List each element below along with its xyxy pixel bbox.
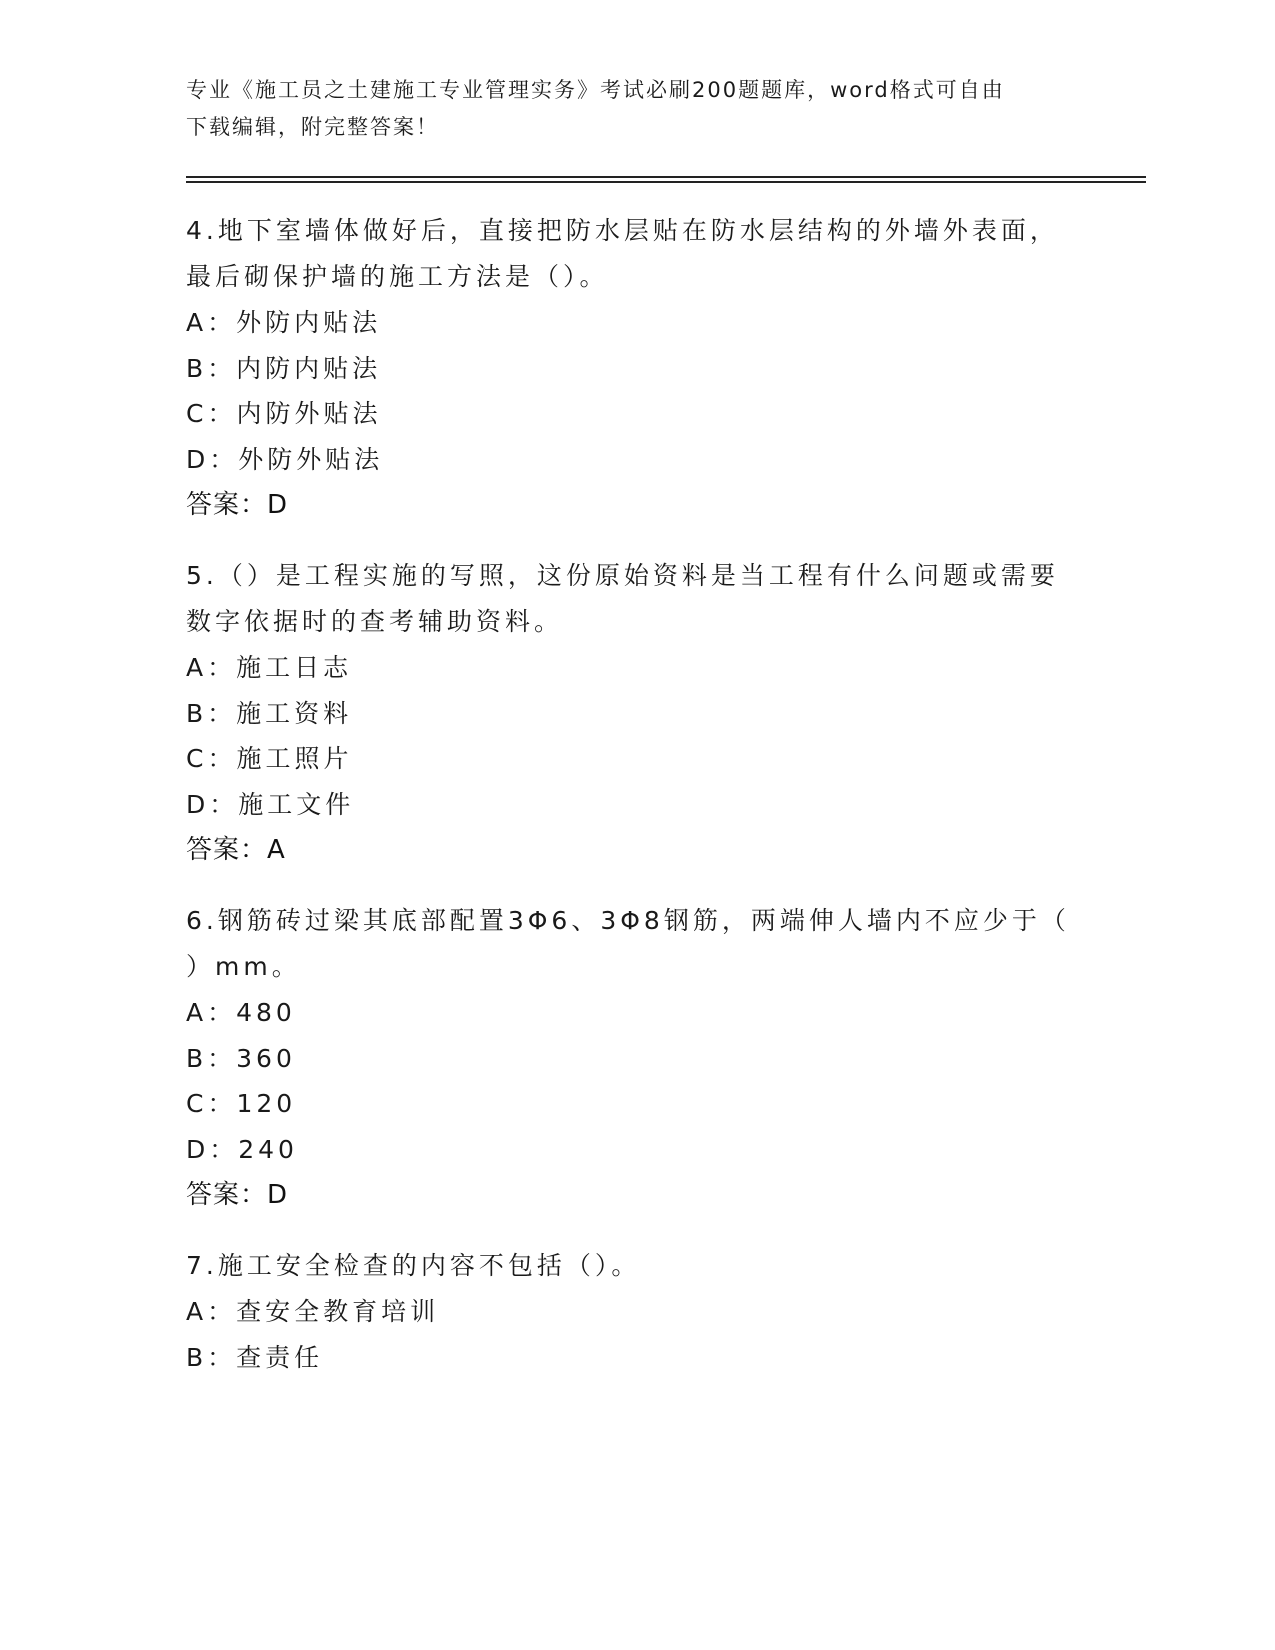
option-c: C：120: [186, 1089, 297, 1118]
option-a: A：外防内贴法: [186, 308, 382, 337]
option-d: D：外防外贴法: [186, 444, 384, 474]
header-divider-top: [186, 176, 1146, 178]
question-stem: 4.地下室墙体做好后，直接把防水层贴在防水层结构的外墙外表面，: [186, 216, 1059, 245]
answer: 答案：A: [186, 835, 286, 865]
document-header: [186, 72, 1066, 146]
option-b: B：查责任: [186, 1342, 324, 1372]
question-4: [186, 208, 1086, 528]
header-line-1: 专业《施工员之土建施工专业管理实务》考试必刷200题题库，word格式可自由: [186, 78, 1005, 102]
question-7: [186, 1243, 1086, 1380]
question-5: [186, 553, 1086, 873]
question-stem: 6.钢筋砖过梁其底部配置3Φ6、3Φ8钢筋，两端伸人墙内不应少于（: [186, 906, 1070, 935]
header-divider-bottom: [186, 181, 1146, 183]
option-b: B：内防内贴法: [186, 353, 382, 383]
option-a: A：查安全教育培训: [186, 1297, 440, 1326]
question-stem-continued: 最后砌保护墙的施工方法是（）。: [186, 262, 609, 291]
question-list: [186, 208, 1086, 1405]
answer: 答案：D: [186, 1180, 289, 1210]
question-stem-continued: ）mm。: [186, 952, 301, 981]
option-d: D：施工文件: [186, 789, 355, 819]
question-stem-continued: 数字依据时的查考辅助资料。: [186, 607, 564, 636]
option-c: C：施工照片: [186, 744, 353, 773]
option-a: A：施工日志: [186, 653, 353, 682]
option-c: C：内防外贴法: [186, 399, 382, 428]
answer: 答案：D: [186, 490, 289, 520]
header-line-2: 下载编辑，附完整答案！: [186, 115, 439, 139]
question-6: [186, 898, 1086, 1218]
option-a: A：480: [186, 998, 296, 1027]
question-stem: 7.施工安全检查的内容不包括（）。: [186, 1251, 641, 1280]
option-d: D：240: [186, 1134, 298, 1164]
option-b: B：360: [186, 1043, 296, 1073]
option-b: B：施工资料: [186, 698, 353, 728]
question-stem: 5.（）是工程实施的写照，这份原始资料是当工程有什么问题或需要: [186, 561, 1059, 590]
